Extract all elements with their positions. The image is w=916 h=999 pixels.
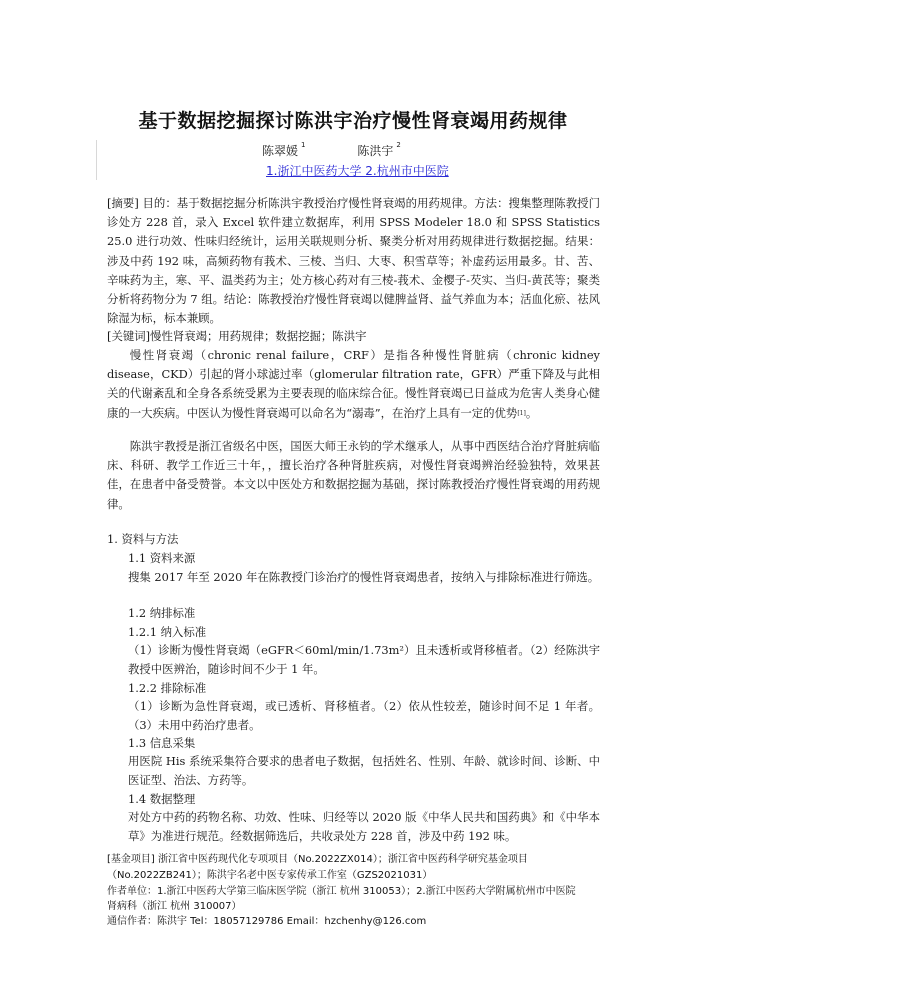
author-list [262,142,449,159]
abstract: [摘要] 目的：基于数据挖掘分析陈洪宇教授治疗慢性肾衰竭的用药规律。方法：搜集整理陈教授门诊处方 228 首，录入 Excel 软件建立数据库，利用 SPSS Modeler 18.0 和 SPSS Statistics 25.0 进行功效、性味归经统计，运用关联规则分析、聚类分析对用药规律进行数据挖掘。结果：涉及中药 192 味，高频药物有莪术、三棱、当归、大枣、积雪草等；补虚药运用最多。甘、苦、辛味药为主，寒、平、温类药为主；处方核心药对有三棱-莪术、金樱子-芡实、当归-黄芪等；聚类分析将药物分为 7 组。结论：陈教授治疗慢性肾衰竭以健脾益肾、益气养血为本；活血化瘀、祛风除湿为标，标本兼顾。 [107,196,600,326]
paragraph: 用医院 His 系统采集符合要求的患者电子数据，包括姓名、性别、年龄、就诊时间、诊断、中医证型、治法、方药等。 [128,754,600,788]
subsection-heading: 1.4 数据整理 [128,792,196,806]
margin-line [96,140,97,180]
affiliation-link[interactable]: 1.浙江中医药大学 2.杭州市中医院 [266,164,449,178]
subsection-heading: 1.3 信息采集 [128,736,196,750]
subsection-heading: 1.2.2 排除标准 [128,681,207,695]
intro-paragraph: 陈洪宇教授是浙江省级名中医，国医大师王永钧的学术继承人，从事中西医结合治疗肾脏病临床、科研、教学工作近三十年，，擅长治疗各种肾脏疾病，对慢性肾衰竭辨治经验独特，效果甚佳，在患者中备受赞誉。本文以中医处方和数据挖掘为基础，探讨陈教授治疗慢性肾衰竭的用药规律。 [107,439,600,511]
section-heading: 1. 资料与方法 [107,532,179,546]
paragraph: （1）诊断为急性肾衰竭，或已透析、肾移植者。（2）依从性较差，随诊时间不足 1 年者。（3）未用中药治疗患者。 [128,699,600,733]
footnote-contact: 通信作者：陈洪宇 Tel：18057129786 Email：hzchenhy@126.com [107,916,427,927]
paper-title: 基于数据挖掘探讨陈洪宇治疗慢性肾衰竭用药规律 [138,110,568,132]
keywords: [关键词]慢性肾衰竭；用药规律；数据挖掘；陈洪宇 [107,329,367,343]
subsection-heading: 1.2.1 纳入标准 [128,625,207,639]
author: 陈翠媛 $^1$ [262,141,306,158]
subsection-heading: 1.2 纳排标准 [128,606,196,620]
paragraph: 对处方中药的药物名称、功效、性味、归经等以 2020 版《中华人民共和国药典》和《中华本草》为准进行规范。经数据筛选后，共收录处方 228 首，涉及中药 192 味。 [128,810,600,844]
subsection-heading: 1.1 资料来源 [128,551,196,565]
footnote-affiliation: 作者单位：1.浙江中医药大学第三临床医学院（浙江 杭州 310053）；2.浙江中医药大学附属杭州市中医院 [107,886,576,897]
footnote-funding: [基金项目] 浙江省中医药现代化专项项目（No.2022ZX014）；浙江省中医药科学研究基金项目 [107,854,528,865]
paragraph: （1）诊断为慢性肾衰竭（eGFR＜60ml/min/1.73m²）且未透析或肾移植者。（2）经陈洪宇教授中医辨治，随诊时间不少于 1 年。 [128,643,600,677]
author: 陈洪宇 $^2$ [357,141,401,158]
citation-ref[interactable]: [1] [517,409,526,417]
intro-paragraph: 慢性肾衰竭（chronic renal failure，CRF）是指各种慢性肾脏病（chronic kidney disease，CKD）引起的肾小球滤过率（glomerular filtration rate，GFR）严重下降及与此相关的代谢紊乱和全身各系统受累为主要表现的临床综合征。慢性肾衰竭已日益成为危害人类身心健康的一大疾病。中医认为慢性肾衰竭可以命名为“溺毒”，在治疗上具有一定的优势[1]。 [107,348,600,420]
footnote-funding: （No.2022ZB241）；陈洪宇名老中医专家传承工作室（GZS2021031） [107,870,433,881]
footnote-affiliation: 肾病科（浙江 杭州 310007） [107,901,242,912]
paragraph: 搜集 2017 年至 2020 年在陈教授门诊治疗的慢性肾衰竭患者，按纳入与排除标准进行筛选。 [128,570,600,584]
